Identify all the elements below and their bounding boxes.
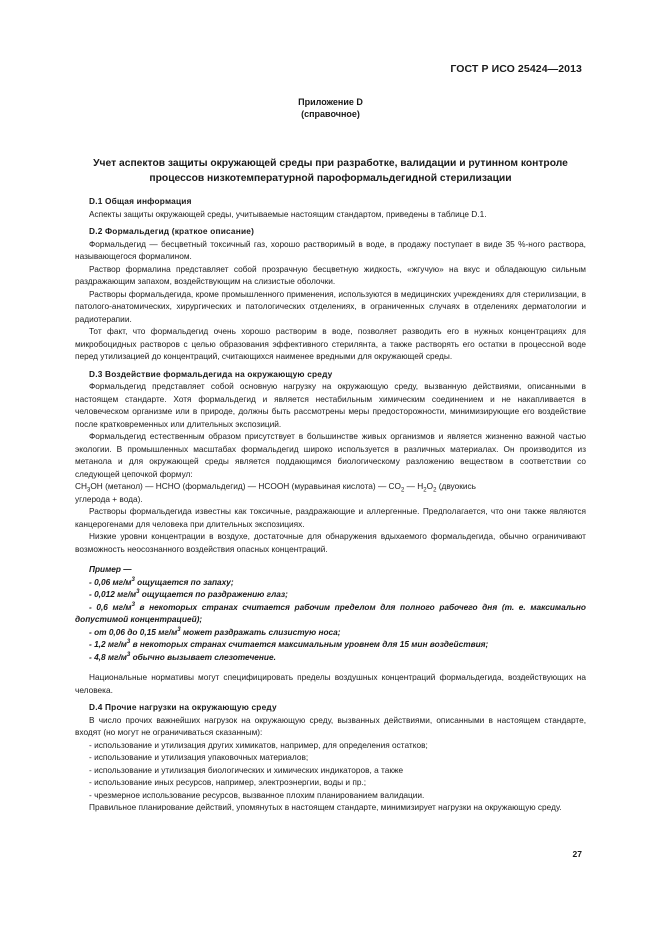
paragraph: Раствор формалина представляет собой прозрачную бесцветную жидкость, «жгучую» на вкус и обладающую сильным раздражающим запахом, воздействующим на слизистые оболочки. — [75, 263, 586, 286]
title-line-2: процессов низкотемпературной пароформальдегидной стерилизации — [149, 173, 512, 184]
standard-header: ГОСТ Р ИСО 25424—2013 — [450, 63, 582, 75]
paragraph: Растворы формальдегида известны как токсичные, раздражающие и аллергенные. Предполагается, что они также являются канцерогенами для человека при длительных экспозициях. — [75, 506, 586, 529]
paragraph: В число прочих важнейших нагрузок на окружающую среду, вызванных действиями, описанными в настоящем стандарте, входят (но могут не ограничиваться сказанным): — [75, 714, 586, 737]
list-item: - использование и утилизация других химикатов, например, для определения остатков; — [89, 739, 428, 750]
example-item: - 0,012 $мг/м^3$ ощущается по раздражению глаз; — [89, 589, 288, 599]
example-item: - 4,8 $мг/м^3$ обычно вызывает слезотечение. — [89, 651, 276, 662]
paragraph: Формальдегид представляет собой основную нагрузку на окружающую среду, вызванную действиями, описанными в настоящем стандарте. Хотя формальдегид и является нестабильным химическим соединением и не накапливается в человеческом организме или в природе, должны быть рассмотрены меры предосторожности, минимизирующие его воздействие после кратковременных или длительных экспозиций. — [75, 381, 586, 429]
example-block — [75, 563, 586, 663]
list-item: - использование и утилизация упаковочных материалов; — [89, 752, 309, 762]
section-heading-d4: D.4 Прочие нагрузки на окружающую среду — [89, 702, 277, 712]
example-item: - 0,06 $мг/м^3$ ощущается по запаху; — [89, 576, 234, 587]
example-item: - 1,2 $мг/м^3$ в некоторых странах считается максимальным уровнем для 15 мин воздействия; — [89, 639, 489, 649]
example-item: - 0,6 $мг/м^3$ в некоторых странах считается рабочим пределом для полного рабочего дня (т. е. максимально допустимой концентрацией); — [75, 601, 586, 624]
section-heading-d2: D.2 Формальдегид (краткое описание) — [89, 226, 255, 236]
example-item: - от 0,06 до 0,15 $мг/м^3$ может раздражать слизистую носа; — [89, 626, 341, 637]
paragraph: Низкие уровни концентрации в воздухе, достаточные для обнаружения вдыхаемого формальдегида, обычно ограничивают возможность неосознанного воздействия опасных концентраций. — [75, 531, 586, 554]
example-label: Пример — — [89, 564, 132, 574]
section-heading-d1: D.1 Общая информация — [89, 196, 192, 206]
page-number: 27 — [572, 849, 582, 859]
paragraph: Аспекты защиты окружающей среды, учитываемые настоящим стандартом, приведены в таблице D.1. — [89, 208, 487, 219]
paragraph: Правильное планирование действий, упомянутых в настоящем стандарте, минимизирует нагрузки на окружающую среду. — [89, 802, 562, 812]
formula-chain-continued: углерода + вода). — [75, 493, 143, 504]
list-item: - чрезмерное использование ресурсов, вызванное плохим планированием валидации. — [89, 789, 425, 800]
paragraph: Тот факт, что формальдегид очень хорошо растворим в воде, позволяет разводить его в нужных концентрациях для микробоцидных растворов с целью образования эффективного стерилянта, а также растворять его остатки в процессной воде перед утилизацией до концентраций, считающихся наименее вредными для окружающей среды. — [75, 326, 586, 361]
document-body — [75, 195, 586, 814]
paragraph: Формальдегид естественным образом присутствует в большинстве живых организмов и является жизненно важной частью экологии. В промышленных масштабах формальдегид широко используется в различных материалах. Он производится из метанола и для окружающей среды является поддающимся биологическому разложению веществом в соответствии со следующей цепочкой формул: — [75, 431, 586, 479]
annex-title: Приложение D — [298, 97, 363, 107]
section-heading-d3: D.3 Воздействие формальдегида на окружающую среду — [89, 368, 333, 379]
list-item: - использование иных ресурсов, например, электроэнергии, воды и пр.; — [89, 777, 367, 787]
document-title — [60, 156, 601, 186]
title-line-1: Учет аспектов защиты окружающей среды при разработке, валидации и рутинном контроле — [93, 158, 568, 169]
paragraph: Формальдегид — бесцветный токсичный газ, хорошо растворимый в воде, в продажу поступает в виде 35 %-ного раствора, называющегося формалином. — [75, 238, 586, 261]
paragraph: Растворы формальдегида, кроме промышленного применения, используются в медицинских учреждениях для стерилизации, в патолого-анатомических, хирургических и патологических отделениях, в ограниченных случаях в отделениях дерматологии и радиотерапии. — [75, 288, 586, 324]
list-item: - использование и утилизация биологических и химических индикаторов, а также — [89, 764, 404, 775]
annex-subtitle: (справочное) — [301, 109, 360, 119]
formula-chain: $CH_3OH$ (метанол) — HCHO (формальдегид) — HCOOH (муравьиная кислота) — $CO_2$ — $H_2O_2$ (двуокись — [75, 481, 476, 494]
paragraph: Национальные нормативы могут специфицировать пределы воздушных концентраций формальдегида, воздействующих на человека. — [75, 672, 586, 695]
